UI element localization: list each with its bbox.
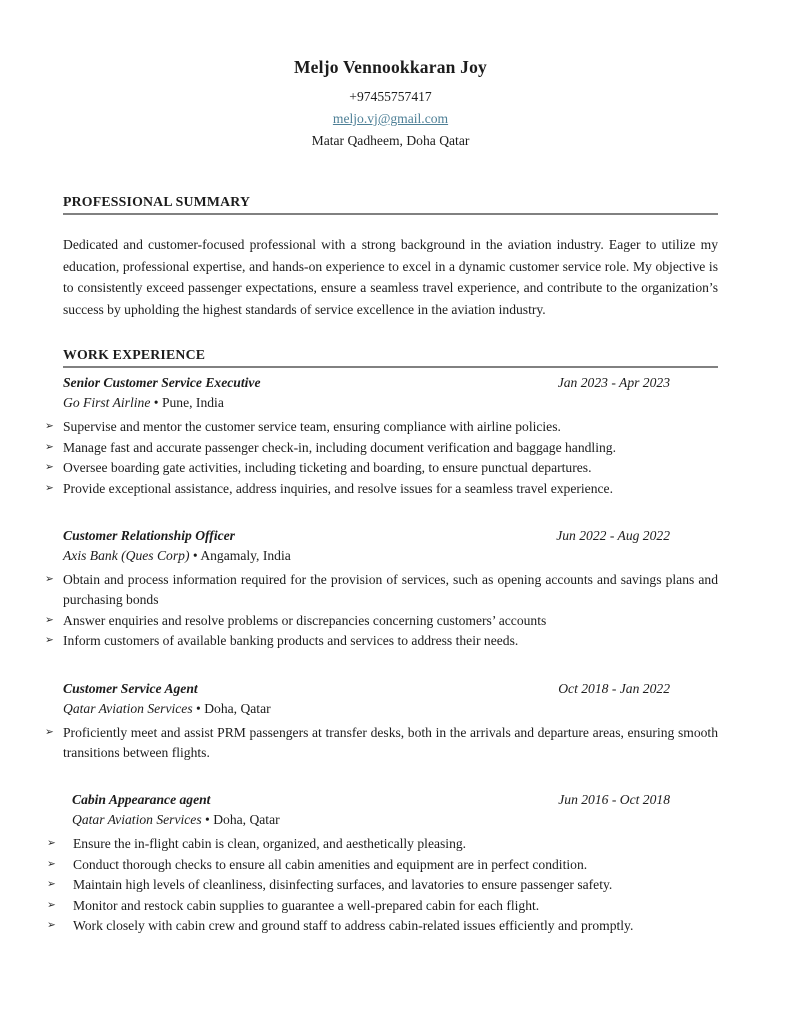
list-item [45, 479, 718, 499]
summary-heading: PROFESSIONAL SUMMARY [63, 194, 718, 215]
bullet-list [45, 417, 718, 499]
phone-number: +97455757417 [349, 89, 432, 104]
email-link[interactable]: meljo.vj@gmail.com [332, 111, 449, 126]
job-entry [45, 373, 718, 499]
person-name: Meljo Vennookkaran Joy [293, 57, 488, 77]
job-header [63, 526, 718, 546]
list-item [47, 916, 718, 936]
company-name: Qatar Aviation Services [63, 700, 193, 716]
bullet-text: Proficiently meet and assist PRM passengers at transfer desks, both in the arrivals and departure areas, ensuring smooth transitions between flights. [63, 724, 718, 761]
job-entry [45, 679, 718, 764]
arrow-bullet-icon: ➢ [47, 858, 56, 870]
job-company-line [63, 393, 718, 413]
bullet-list [45, 723, 718, 764]
bullet-text: Maintain high levels of cleanliness, disinfecting surfaces, and lavatories to ensure passenger safety. [73, 877, 613, 893]
job-header [63, 679, 718, 699]
experience-heading: WORK EXPERIENCE [63, 347, 718, 368]
arrow-bullet-icon: ➢ [45, 441, 54, 453]
job-title: Customer Relationship Officer [63, 528, 235, 543]
separator-dot: • [153, 395, 159, 411]
list-item [47, 855, 718, 875]
email-line [63, 108, 718, 130]
job-dates: Jun 2016 - Oct 2018 [558, 792, 670, 808]
separator-dot: • [205, 812, 210, 828]
bullet-text: Manage fast and accurate passenger check-in, including document verification and baggage handling. [63, 439, 616, 455]
job-dates: Jun 2022 - Aug 2022 [556, 528, 670, 543]
arrow-bullet-icon: ➢ [45, 726, 54, 738]
arrow-bullet-icon: ➢ [45, 482, 54, 494]
job-title: Cabin Appearance agent [72, 792, 211, 808]
summary-text: Dedicated and customer-focused professional with a strong background in the aviation industry. Eager to utilize my education, professional expertise, and hands-on experience to excel in a dynamic customer service role. My objective is to consistently exceed passenger expectations, ensure a seamless travel experience, and contribute to the organization’s success by upholding the highest standards of service excellence in the aviation industry. [63, 237, 718, 317]
summary-section [63, 194, 718, 320]
arrow-bullet-icon: ➢ [45, 574, 54, 585]
job-location: Angamaly, India [200, 548, 291, 563]
job-dates: Oct 2018 - Jan 2022 [558, 680, 670, 696]
bullet-text: Conduct thorough checks to ensure all cabin amenities and equipment are in perfect condition. [73, 856, 588, 872]
separator-dot: • [192, 548, 198, 563]
bullet-text: Monitor and restock cabin supplies to guarantee a well-prepared cabin for each flight. [73, 897, 540, 913]
arrow-bullet-icon: ➢ [47, 838, 56, 850]
bullet-text: Work closely with cabin crew and ground staff to address cabin-related issues efficiently and promptly. [73, 918, 634, 934]
address-line: Matar Qadheem, Doha Qatar [311, 133, 470, 148]
job-entry [45, 526, 718, 652]
job-location: Pune, India [161, 395, 224, 411]
job-entry [47, 790, 718, 936]
list-item [45, 723, 718, 764]
bullet-text: Oversee boarding gate activities, including ticketing and boarding, to ensure punctual departures. [63, 460, 592, 476]
list-item [45, 438, 718, 458]
job-company-line [63, 810, 718, 830]
arrow-bullet-icon: ➢ [45, 614, 54, 626]
bullet-text: Obtain and process information required for the provision of services, such as opening accounts and savings plans and purchasing bonds [63, 572, 718, 608]
arrow-bullet-icon: ➢ [47, 879, 56, 891]
job-header [63, 790, 718, 810]
list-item [45, 631, 718, 651]
list-item [47, 896, 718, 916]
arrow-bullet-icon: ➢ [45, 421, 54, 433]
list-item [45, 570, 718, 611]
separator-dot: • [196, 700, 201, 716]
list-item [47, 834, 718, 854]
job-company-line [63, 699, 718, 719]
arrow-bullet-icon: ➢ [45, 462, 54, 474]
bullet-text: Ensure the in-flight cabin is clean, organized, and aesthetically pleasing. [73, 836, 467, 852]
job-company-line [63, 546, 718, 566]
arrow-bullet-icon: ➢ [47, 920, 56, 932]
experience-section [45, 347, 718, 936]
list-item [45, 458, 718, 478]
job-location: Doha, Qatar [213, 812, 280, 828]
job-header [63, 373, 718, 393]
job-title: Senior Customer Service Executive [63, 375, 261, 391]
list-item [45, 611, 718, 631]
resume-header [63, 57, 718, 152]
bullet-list [45, 570, 718, 652]
list-item [45, 417, 718, 437]
bullet-list [47, 834, 718, 936]
arrow-bullet-icon: ➢ [47, 899, 56, 911]
job-title: Customer Service Agent [63, 680, 198, 696]
list-item [47, 875, 718, 895]
bullet-text: Provide exceptional assistance, address inquiries, and resolve issues for a seamless travel experience. [63, 480, 613, 496]
company-name: Qatar Aviation Services [72, 812, 202, 828]
company-name: Axis Bank (Ques Corp) [63, 548, 190, 563]
bullet-text: Inform customers of available banking products and services to address their needs. [63, 633, 519, 649]
bullet-text: Answer enquiries and resolve problems or discrepancies concerning customers’ accounts [63, 612, 547, 628]
job-dates: Jan 2023 - Apr 2023 [557, 375, 670, 391]
arrow-bullet-icon: ➢ [45, 635, 54, 647]
company-name: Go First Airline [63, 395, 151, 411]
bullet-text: Supervise and mentor the customer service team, ensuring compliance with airline policies. [63, 419, 561, 435]
job-location: Doha, Qatar [204, 700, 271, 716]
